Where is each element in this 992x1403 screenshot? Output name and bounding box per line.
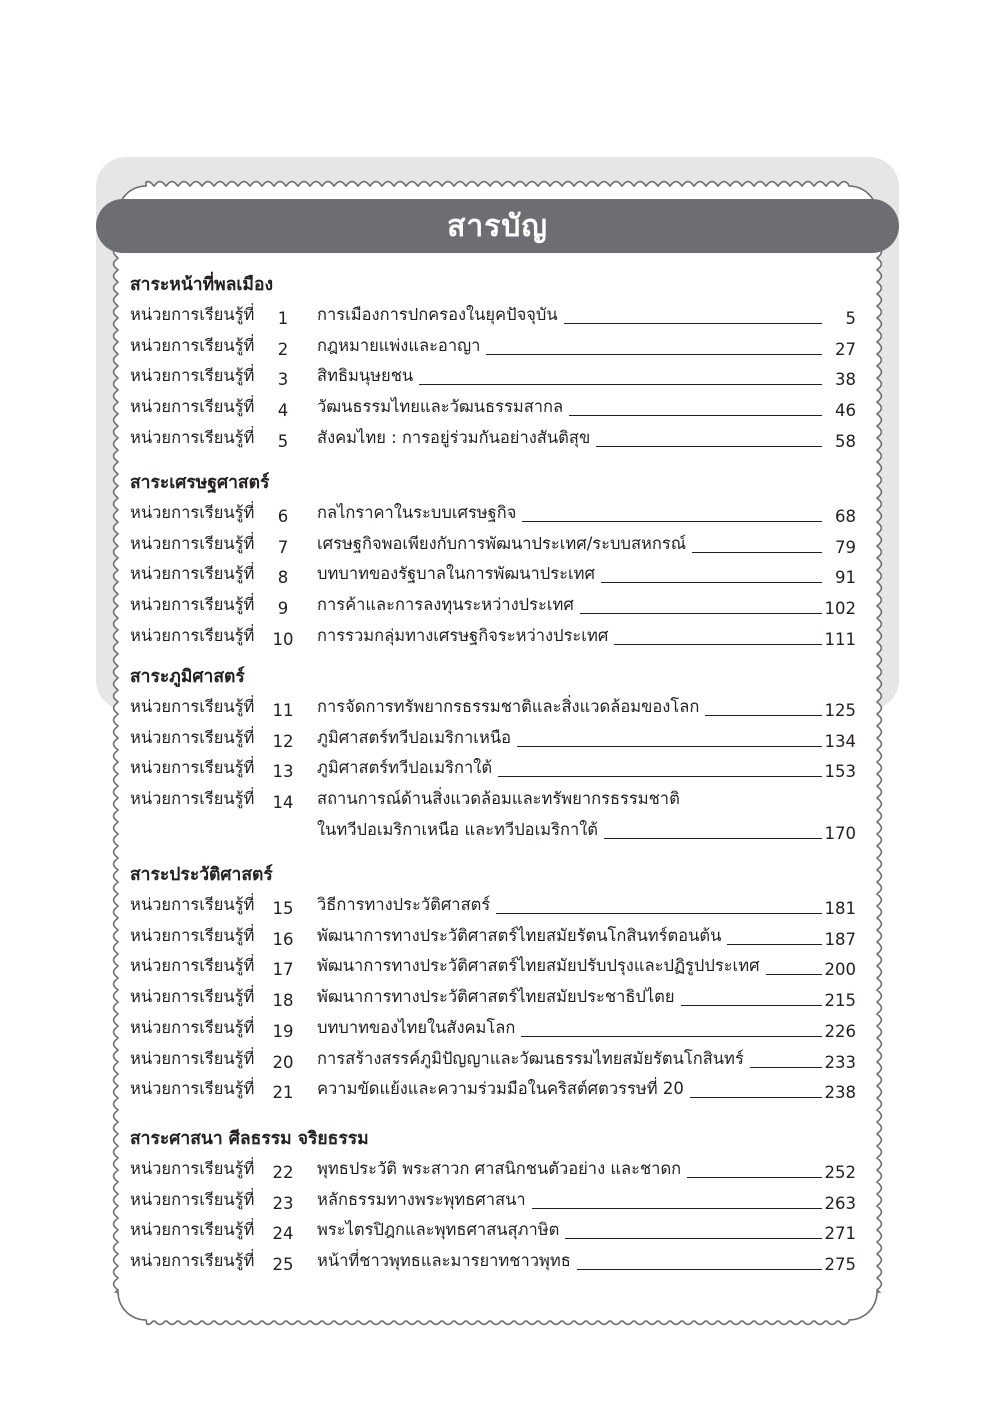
unit-number: 15 [272, 899, 294, 918]
entry-line [317, 1046, 822, 1072]
entry-title: เศรษฐกิจพอเพียงกับการพัฒนาประเทศ/ระบบสหกรณ์ [317, 533, 687, 553]
page-number: 79 [835, 537, 856, 557]
toc-entry[interactable] [0, 1015, 992, 1045]
page-number: 275 [824, 1255, 856, 1275]
unit-number: 16 [272, 929, 294, 949]
unit-label: หน่วยการเรียนรู้ที่ [130, 366, 255, 386]
dot-leader [766, 974, 822, 975]
entry-title: ภูมิศาสตร์ทวีปอเมริกาเหนือ [317, 727, 512, 747]
entry-line [317, 984, 822, 1010]
unit-label: หน่วยการเรียนรู้ที่ [130, 956, 255, 976]
dot-leader [577, 1269, 822, 1270]
entry-line [317, 425, 822, 451]
entry-title: บทบาทของรัฐบาลในการพัฒนาประเทศ [317, 564, 595, 584]
unit-label: หน่วยการเรียนรู้ที่ [130, 533, 255, 553]
entry-title: วิธีการทางประวัติศาสตร์ [317, 895, 491, 914]
entry-line [317, 755, 822, 781]
entry-title: หลักธรรมทางพระพุทธศาสนา [317, 1189, 526, 1209]
unit-number: 23 [272, 1193, 294, 1213]
unit-number: 24 [272, 1224, 294, 1244]
page-number: 111 [824, 629, 856, 649]
unit-number: 17 [272, 960, 294, 980]
entry-line [317, 953, 822, 979]
dot-leader [521, 1036, 822, 1037]
entry-line [317, 1217, 822, 1243]
unit-number: 4 [277, 401, 289, 421]
dot-leader [681, 1005, 822, 1006]
toc-entry[interactable] [0, 425, 992, 455]
toc-entry[interactable] [0, 984, 992, 1014]
entry-line [317, 1076, 822, 1102]
entry-line [317, 923, 822, 949]
dot-leader [705, 715, 822, 716]
entry-line [317, 363, 822, 389]
unit-label: หน่วยการเรียนรู้ที่ [130, 925, 255, 945]
page-number: 134 [824, 731, 856, 751]
unit-label: หน่วยการเรียนรู้ที่ [130, 1159, 255, 1178]
entry-line [317, 333, 822, 359]
unit-number: 19 [272, 1021, 294, 1041]
toc-entry[interactable] [0, 1248, 992, 1278]
toc-entry[interactable] [0, 1076, 992, 1106]
unit-label: หน่วยการเรียนรู้ที่ [130, 1251, 255, 1271]
entry-line [317, 531, 822, 557]
page-number: 170 [824, 823, 856, 843]
toc-entry[interactable] [0, 1156, 992, 1186]
unit-number: 22 [272, 1163, 294, 1182]
entry-title: กลไกราคาในระบบเศรษฐกิจ [317, 503, 517, 522]
dot-leader [517, 746, 822, 747]
page-number: 38 [835, 370, 856, 390]
page-number: 252 [824, 1163, 856, 1182]
dot-leader [486, 354, 822, 355]
dot-leader [496, 913, 822, 914]
dot-leader [614, 644, 822, 645]
entry-line [317, 394, 822, 420]
section-heading: สาระเศรษฐศาสตร์ [130, 473, 270, 493]
section-heading: สาระศาสนา ศีลธรรม จริยธรรม [130, 1129, 369, 1149]
toc-entry[interactable] [0, 725, 992, 755]
unit-label: หน่วยการเรียนรู้ที่ [130, 727, 255, 747]
toc-entry[interactable] [0, 923, 992, 953]
entry-title: พัฒนาการทางประวัติศาสตร์ไทยสมัยประชาธิปไตย [317, 987, 675, 1007]
page-number: 68 [835, 507, 856, 526]
page-number: 187 [824, 929, 856, 949]
toc-entry[interactable] [0, 500, 992, 530]
page-number: 181 [824, 899, 856, 918]
unit-number: 13 [272, 762, 294, 782]
entry-line [317, 623, 822, 649]
entry-title: พัฒนาการทางประวัติศาสตร์ไทยสมัยรัตนโกสินทร์ตอนต้น [317, 925, 722, 945]
toc-entry[interactable] [0, 333, 992, 363]
toc-entry[interactable] [0, 1187, 992, 1217]
unit-label: หน่วยการเรียนรู้ที่ [130, 595, 255, 615]
entry-line [317, 694, 822, 720]
entry-title: การค้าและการลงทุนระหว่างประเทศ [317, 595, 574, 615]
unit-label: หน่วยการเรียนรู้ที่ [130, 335, 255, 355]
dot-leader [727, 944, 822, 945]
page-number: 91 [835, 568, 856, 588]
entry-title: สังคมไทย : การอยู่ร่วมกันอย่างสันติสุข [317, 427, 591, 447]
unit-number: 12 [272, 731, 294, 751]
toc-entry[interactable] [0, 694, 992, 724]
entry-line [317, 302, 822, 328]
dot-leader [604, 838, 822, 839]
unit-label: หน่วยการเรียนรู้ที่ [130, 397, 255, 417]
dot-leader [596, 446, 822, 447]
entry-title: การรวมกลุ่มทางเศรษฐกิจระหว่างประเทศ [317, 625, 609, 645]
entry-line [317, 892, 822, 918]
unit-number: 18 [272, 991, 294, 1011]
toc-entry[interactable] [0, 953, 992, 983]
unit-number: 7 [277, 537, 289, 557]
page-title: สารบัญ [447, 208, 548, 244]
entry-line [317, 1015, 822, 1041]
toc-entry[interactable] [0, 394, 992, 424]
page-number: 5 [845, 309, 856, 328]
unit-number: 8 [277, 568, 289, 588]
dot-leader [687, 1177, 822, 1178]
unit-label: หน่วยการเรียนรู้ที่ [130, 789, 255, 809]
dot-leader [692, 552, 822, 553]
dot-leader [580, 613, 822, 614]
unit-number: 3 [277, 370, 289, 390]
unit-number: 1 [277, 309, 289, 328]
toc-entry-continuation[interactable] [0, 817, 992, 847]
unit-label: หน่วยการเรียนรู้ที่ [130, 1189, 255, 1209]
unit-number: 5 [277, 431, 289, 451]
toc-entry[interactable] [0, 302, 992, 332]
section-heading: สาระภูมิศาสตร์ [130, 667, 245, 687]
entry-title: สถานการณ์ด้านสิ่งแวดล้อมและทรัพยากรธรรมชาติ [317, 789, 680, 809]
entry-title-cont: ในทวีปอเมริกาเหนือ และทวีปอเมริกาใต้ [317, 819, 598, 839]
dot-leader [565, 1238, 822, 1239]
unit-number: 14 [272, 793, 294, 813]
page-number: 27 [835, 339, 856, 359]
page-number: 238 [824, 1083, 856, 1103]
unit-number: 25 [272, 1255, 294, 1275]
page-number: 215 [824, 991, 856, 1011]
unit-label: หน่วยการเรียนรู้ที่ [130, 697, 255, 716]
entry-line [317, 1187, 822, 1213]
toc-entry[interactable] [0, 755, 992, 785]
toc-entry[interactable] [0, 363, 992, 393]
dot-leader [564, 323, 822, 324]
entry-title: การจัดการทรัพยากรธรรมชาติและสิ่งแวดล้อมของโลก [317, 697, 700, 716]
page-number: 271 [824, 1224, 856, 1244]
toc-entry[interactable] [0, 592, 992, 622]
unit-number: 6 [277, 507, 289, 526]
unit-label: หน่วยการเรียนรู้ที่ [130, 758, 255, 778]
entry-line [317, 592, 822, 618]
entry-title: ความขัดแย้งและความร่วมมือในคริสต์ศตวรรษที่ 20 [317, 1079, 684, 1099]
entry-title: กฎหมายแพ่งและอาญา [317, 335, 481, 355]
page-number: 226 [824, 1021, 856, 1041]
dot-leader [690, 1097, 822, 1098]
dot-leader [532, 1208, 822, 1209]
unit-number: 20 [272, 1052, 294, 1072]
entry-title: พัฒนาการทางประวัติศาสตร์ไทยสมัยปรับปรุงและปฏิรูปประเทศ [317, 956, 760, 976]
dot-leader [750, 1067, 822, 1068]
page-number: 200 [824, 960, 856, 980]
page-number: 263 [824, 1193, 856, 1213]
unit-label: หน่วยการเรียนรู้ที่ [130, 987, 255, 1007]
entry-line [317, 1156, 822, 1182]
page-number: 125 [824, 701, 856, 720]
dot-leader [419, 384, 822, 385]
entry-title: สิทธิมนุษยชน [317, 366, 414, 386]
unit-label: หน่วยการเรียนรู้ที่ [130, 564, 255, 584]
dot-leader [601, 582, 822, 583]
entry-title: พระไตรปิฎกและพุทธศาสนสุภาษิต [317, 1220, 560, 1240]
entry-line [317, 561, 822, 587]
entry-title: ภูมิศาสตร์ทวีปอเมริกาใต้ [317, 758, 493, 778]
dot-leader [498, 776, 822, 777]
page-number: 46 [835, 401, 856, 421]
toc-entry[interactable] [0, 892, 992, 922]
entry-line [317, 500, 822, 526]
unit-label: หน่วยการเรียนรู้ที่ [130, 1220, 255, 1240]
entry-title: การสร้างสรรค์ภูมิปัญญาและวัฒนธรรมไทยสมัยรัตนโกสินทร์ [317, 1048, 744, 1068]
unit-label: หน่วยการเรียนรู้ที่ [130, 895, 255, 914]
unit-label: หน่วยการเรียนรู้ที่ [130, 305, 255, 324]
unit-label: หน่วยการเรียนรู้ที่ [130, 427, 255, 447]
entry-title: พุทธประวัติ พระสาวก ศาสนิกชนตัวอย่าง และชาดก [317, 1159, 682, 1178]
entry-title: หน้าที่ชาวพุทธและมารยาทชาวพุทธ [317, 1251, 571, 1271]
unit-number: 11 [272, 701, 294, 720]
unit-number: 2 [277, 339, 289, 359]
entry-title: การเมืองการปกครองในยุคปัจจุบัน [317, 305, 558, 324]
unit-label: หน่วยการเรียนรู้ที่ [130, 1017, 255, 1037]
toc-entry[interactable] [0, 1217, 992, 1247]
unit-label: หน่วยการเรียนรู้ที่ [130, 1048, 255, 1068]
entry-title: บทบาทของไทยในสังคมโลก [317, 1017, 516, 1037]
toc-entry[interactable] [0, 561, 992, 591]
page-number: 102 [824, 599, 856, 619]
page-number: 233 [824, 1052, 856, 1072]
unit-number: 10 [272, 629, 294, 649]
toc-entry[interactable] [0, 1046, 992, 1076]
unit-label: หน่วยการเรียนรู้ที่ [130, 625, 255, 645]
toc-entry[interactable] [0, 623, 992, 653]
section-heading: สาระประวัติศาสตร์ [130, 865, 273, 885]
entry-line [317, 817, 822, 843]
toc-entry[interactable] [0, 531, 992, 561]
page-number: 58 [835, 431, 856, 451]
section-heading: สาระหน้าที่พลเมือง [130, 275, 273, 295]
page-number: 153 [824, 762, 856, 782]
dot-leader [569, 415, 822, 416]
entry-title: วัฒนธรรมไทยและวัฒนธรรมสากล [317, 397, 564, 417]
unit-number: 21 [272, 1083, 294, 1103]
toc-entry[interactable] [0, 786, 992, 816]
unit-label: หน่วยการเรียนรู้ที่ [130, 503, 255, 522]
entry-line [317, 725, 822, 751]
unit-number: 9 [277, 599, 289, 619]
unit-label: หน่วยการเรียนรู้ที่ [130, 1079, 255, 1099]
entry-line [317, 1248, 822, 1274]
dot-leader [522, 521, 822, 522]
